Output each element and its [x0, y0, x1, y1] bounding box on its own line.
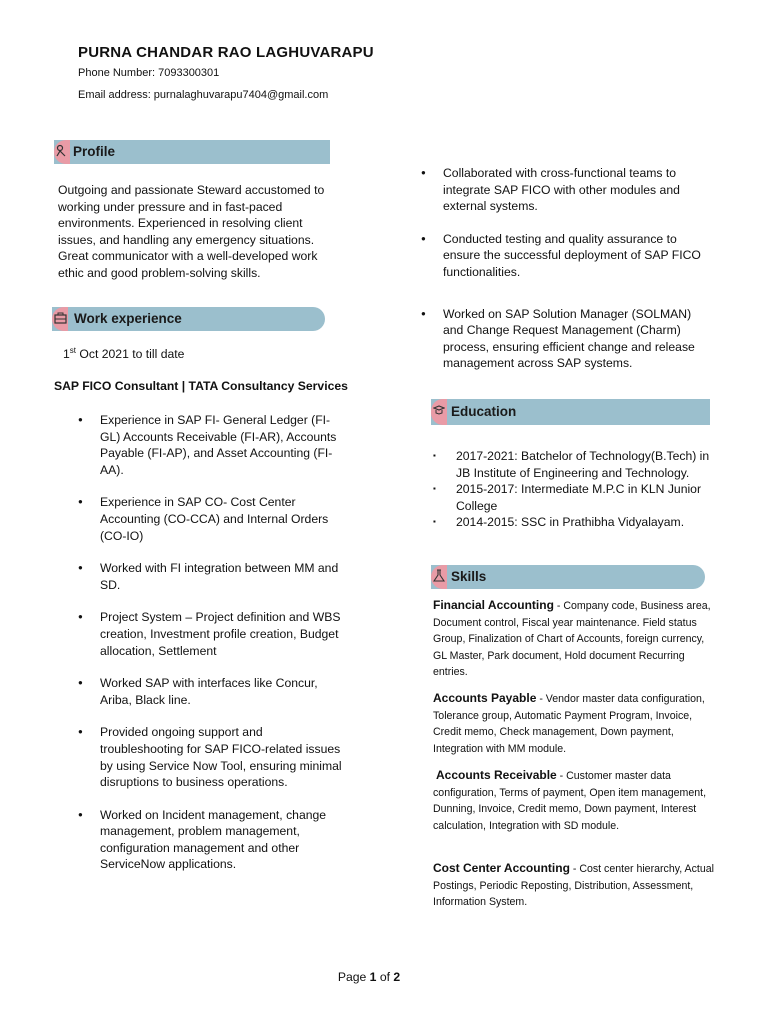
briefcase-icon	[54, 310, 67, 329]
page-of-label: of	[376, 970, 394, 984]
skill-entry	[433, 860, 718, 911]
work-date-day: 1	[63, 347, 70, 362]
skill-name: Accounts Receivable	[436, 768, 557, 782]
work-bullet: ● Experience in SAP FI- General Ledger (FI-GL) Accounts Receivable (FI-AR), Accounts Payable (FI-AP), and Asset Accounting (FI-AA).	[78, 412, 348, 478]
skill-entry	[433, 767, 718, 834]
skill-separator: -	[556, 770, 567, 782]
education-item: ▪ 2015-2017: Intermediate M.P.C in KLN Junior College	[433, 481, 723, 514]
education-list	[433, 448, 723, 531]
work-role: SAP FICO Consultant | TATA Consultancy Services	[54, 379, 348, 393]
work-bullet: ● Worked on Incident management, change management, problem management, configuration management and other ServiceNow applications.	[78, 807, 348, 873]
skills-heading	[431, 565, 705, 589]
work-date	[63, 346, 184, 361]
work-bullet-list-continued	[421, 165, 711, 388]
page-number: 1	[369, 970, 377, 984]
skill-entry	[433, 597, 718, 681]
page-label: Page	[337, 970, 370, 984]
education-item: ▪ 2017-2021: Batchelor of Technology(B.Tech) in JB Institute of Engineering and Technology.	[433, 448, 723, 481]
education-item: ▪ 2014-2015: SSC in Prathibha Vidyalayam.	[433, 514, 723, 531]
work-bullet: ● Collaborated with cross-functional teams to integrate SAP FICO with other modules and external systems.	[421, 165, 711, 215]
skill-separator: -	[569, 863, 580, 875]
work-bullet: ● Project System – Project definition and WBS creation, Investment profile creation, Budget allocation, Settlement	[78, 609, 348, 659]
skill-description: Company code, Business area, Document control, Fiscal year maintenance. Field status Group, Finalization of Chart of Accounts, foreign currency, GL Master, Park document, Hold document Recurring entries.	[433, 600, 711, 679]
skill-description: Cost center hierarchy, Actual Postings, Periodic Reposting, Distribution, Assessment, Information System.	[433, 863, 714, 909]
work-bullet-list	[78, 412, 348, 889]
profile-title: Profile	[73, 144, 116, 159]
graduation-icon	[433, 402, 445, 421]
skill-entry	[433, 690, 718, 757]
work-date-rest: Oct 2021 to till date	[76, 347, 185, 362]
person-icon	[56, 143, 67, 162]
skills-title: Skills	[451, 569, 487, 584]
skill-separator: -	[553, 600, 564, 612]
work-bullet: ● Worked with FI integration between MM and SD.	[78, 560, 348, 593]
work-bullet: ● Worked SAP with interfaces like Concur, Ariba, Black line.	[78, 675, 348, 708]
skill-name: Cost Center Accounting	[433, 861, 570, 875]
work-experience-heading	[52, 307, 325, 331]
skill-separator: -	[536, 693, 546, 705]
profile-text: Outgoing and passionate Steward accustomed to working under pressure and in fast-paced environments. Experienced in resolving client issues, and handling any emergency situations. Great communicator with a well-developed work ethic and good problem-solving skills.	[58, 183, 325, 280]
flask-icon	[433, 568, 445, 587]
page-total: 2	[393, 970, 401, 984]
skill-name: Financial Accounting	[433, 598, 554, 612]
page-footer	[0, 970, 738, 984]
work-experience-title: Work experience	[74, 311, 182, 326]
education-heading	[431, 399, 710, 425]
profile-heading	[54, 140, 330, 164]
email-address: Email address: purnalaghuvarapu7404@gmail.com	[78, 89, 329, 101]
skill-name: Accounts Payable	[433, 691, 537, 705]
work-bullet: ● Worked on SAP Solution Manager (SOLMAN) and Change Request Management (Charm) process, ensuring efficient change and release management across SAP systems.	[421, 306, 711, 372]
work-bullet: ● Conducted testing and quality assurance to ensure the successful deployment of SAP FICO functionalities.	[421, 231, 711, 281]
skill-description: Customer master data configuration, Terms of payment, Open item management, Dunning, Invoice, Credit memo, Down payment, Interest calculation, Integration with SD module.	[433, 770, 707, 832]
phone-number: Phone Number: 7093300301	[78, 67, 220, 79]
education-title: Education	[451, 404, 517, 419]
skill-description: Vendor master data configuration, Tolerance group, Automatic Payment Program, Invoice, Credit memo, Check management, Down payment, Integration with MM module.	[433, 693, 705, 755]
work-bullet: ● Provided ongoing support and troubleshooting for SAP FICO-related issues by using Service Now Tool, ensuring minimal disruptions to business operations.	[78, 724, 348, 790]
work-date-suffix: st	[69, 346, 77, 355]
work-bullet: ● Experience in SAP CO- Cost Center Accounting (CO-CCA) and Internal Orders (CO-IO)	[78, 494, 348, 544]
candidate-name: PURNA CHANDAR RAO LAGHUVARAPU	[78, 44, 374, 61]
